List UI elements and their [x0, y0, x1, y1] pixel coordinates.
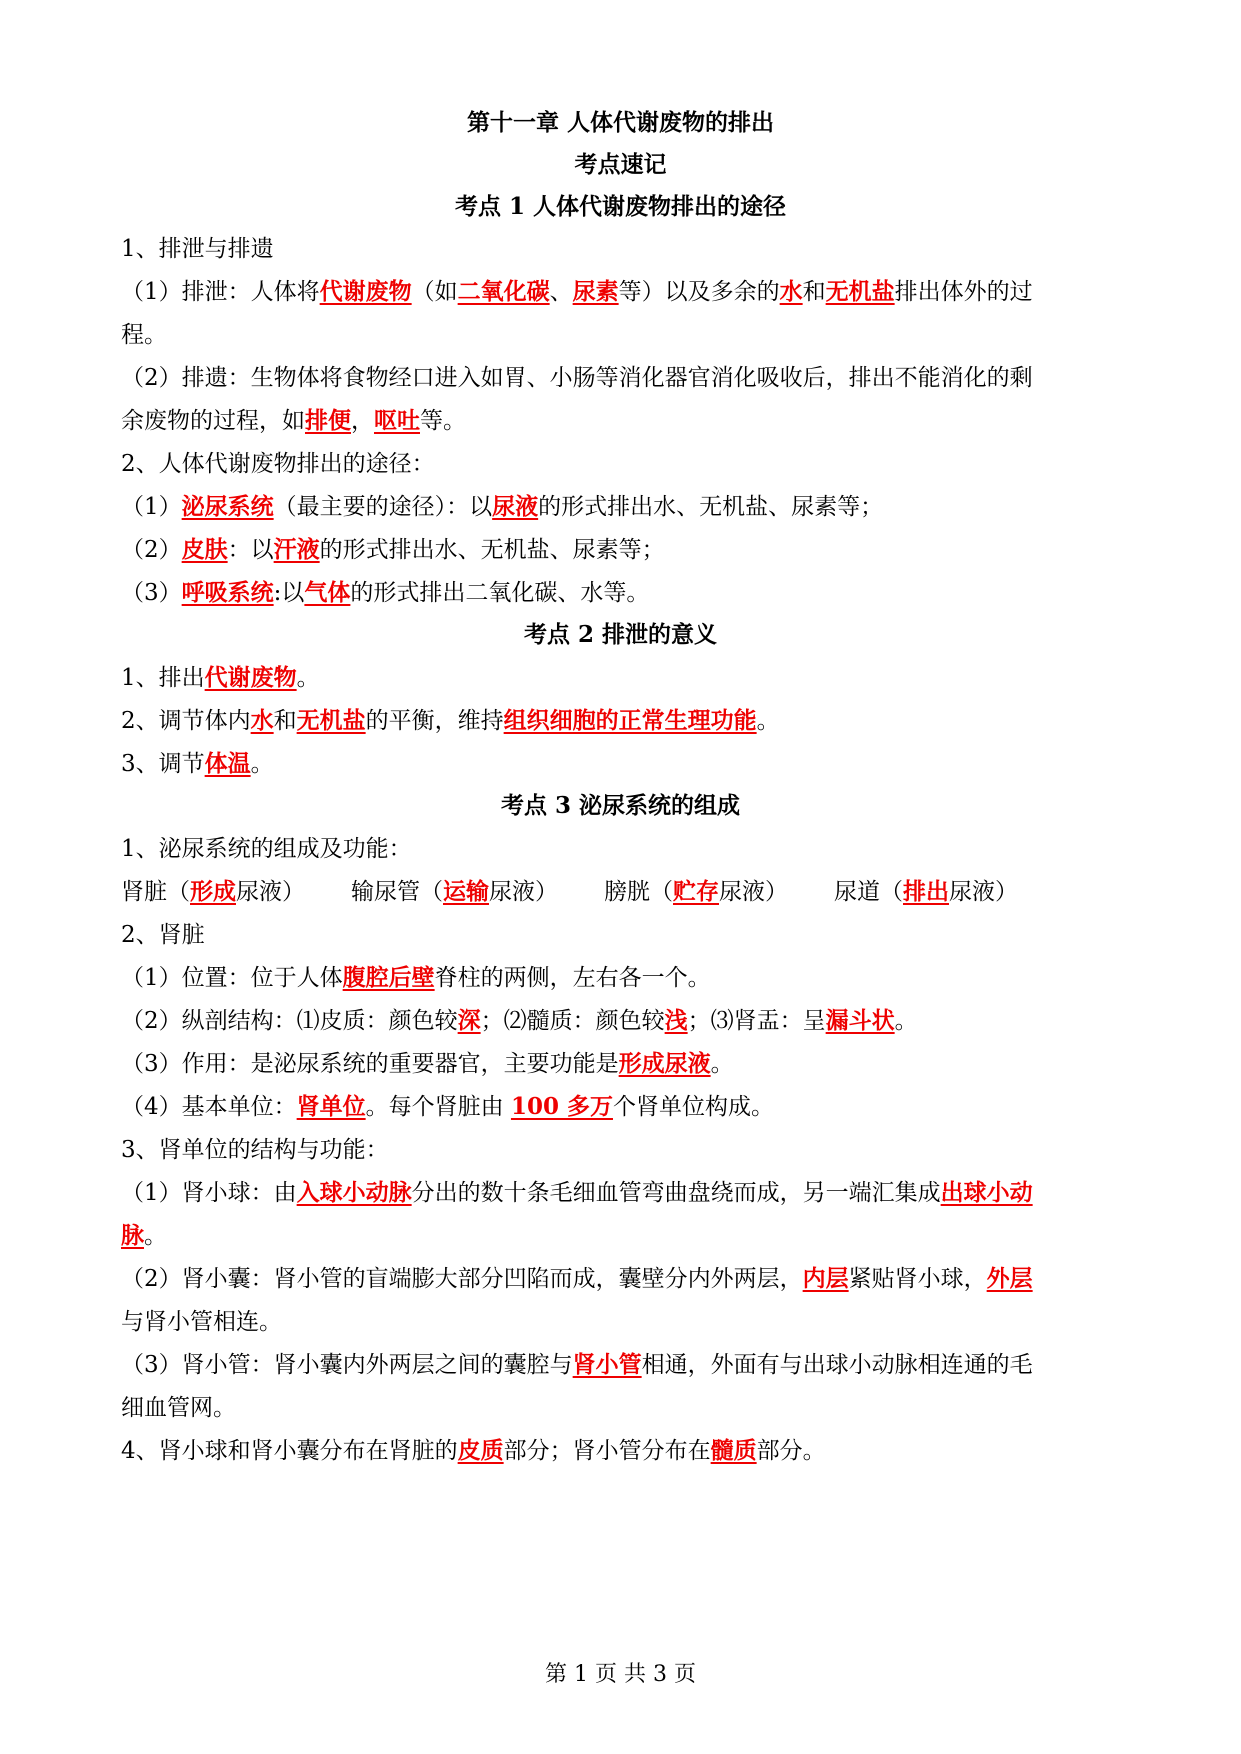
- paragraph-line: 与肾小管相连。: [121, 1309, 282, 1335]
- text-run: 尿液）: [489, 879, 558, 905]
- text-run: 和: [802, 279, 826, 305]
- keyword: 体温: [204, 750, 251, 777]
- text-run: ；⑵髓质：颜色较: [480, 1008, 665, 1034]
- text-run: 。: [296, 665, 320, 691]
- paragraph-line: [121, 535, 1121, 565]
- paragraph-line: [121, 1006, 1121, 1036]
- keyword: 形成尿液: [618, 1050, 711, 1077]
- text-run: 部分；肾小管分布在: [503, 1438, 711, 1464]
- keyword: 尿液: [492, 493, 539, 520]
- text-run: 脊柱的两侧，左右各一个。: [434, 965, 711, 991]
- keyword: 脉: [121, 1222, 144, 1249]
- text-run: 紧贴肾小球，: [848, 1266, 987, 1292]
- organ-list: [121, 877, 1121, 907]
- keyword: 无机盐: [296, 707, 366, 734]
- text-run: 膀胱（: [604, 879, 673, 905]
- text-run: 等）以及多余的: [618, 279, 780, 305]
- text-run: 。每个肾脏由: [365, 1094, 511, 1120]
- section-1-heading: 考点 1 人体代谢废物排出的途径: [454, 193, 787, 220]
- keyword: 肾小管: [572, 1351, 642, 1378]
- keyword: 形成: [190, 878, 236, 905]
- text-run: 部分。: [756, 1438, 826, 1464]
- paragraph-line: 1、排泄与排遗: [121, 236, 274, 262]
- text-run: （1）: [121, 494, 182, 520]
- text-run: 的平衡，维持: [365, 708, 504, 734]
- text-run: 。: [710, 1051, 734, 1077]
- keyword: 漏斗状: [825, 1007, 895, 1034]
- text-run: 尿道（: [834, 879, 903, 905]
- text-run: 。: [756, 708, 780, 734]
- organ-item: [351, 877, 558, 907]
- paragraph-line: [121, 1221, 1121, 1251]
- keyword: 组织细胞的正常生理功能: [503, 707, 757, 734]
- keyword: 尿素: [572, 278, 619, 305]
- organ-item: [121, 877, 305, 907]
- text-run: （2）纵剖结构：⑴皮质：颜色较: [121, 1008, 458, 1034]
- text-run: （1）肾小球：由: [121, 1180, 297, 1206]
- text-run: 2、调节体内: [121, 708, 251, 734]
- keyword: 外层: [986, 1265, 1033, 1292]
- keyword: 水: [779, 278, 803, 305]
- text-run: （3）: [121, 580, 182, 606]
- text-run: 和: [273, 708, 297, 734]
- keyword: 皮质: [457, 1437, 504, 1464]
- keyword: 运输: [443, 878, 489, 905]
- text-run: 的形式排出水、无机盐、尿素等；: [319, 537, 665, 563]
- paragraph-line: [121, 749, 1121, 779]
- section-2-heading: 考点 2 排泄的意义: [523, 621, 718, 648]
- keyword: 髓质: [710, 1437, 757, 1464]
- text-run: 输尿管（: [351, 879, 443, 905]
- keyword: 气体: [304, 579, 351, 606]
- text-run: （2）肾小囊：肾小管的盲端膨大部分凹陷而成，囊壁分内外两层，: [121, 1266, 803, 1292]
- keyword: 贮存: [673, 878, 719, 905]
- text-run: 个肾单位构成。: [612, 1094, 774, 1120]
- text-run: 1、排出: [121, 665, 205, 691]
- paragraph-line: [121, 1178, 1121, 1208]
- text-run: （3）作用：是泌尿系统的重要器官，主要功能是: [121, 1051, 619, 1077]
- paragraph-line: [121, 1350, 1121, 1380]
- paragraph-line: 3、肾单位的结构与功能：: [121, 1137, 389, 1163]
- text-run: （如: [411, 279, 458, 305]
- keyword: 内层: [802, 1265, 849, 1292]
- keyword: 代谢废物: [204, 664, 297, 691]
- text-run: 余废物的过程，如: [121, 408, 305, 434]
- text-run: 3、调节: [121, 751, 205, 777]
- text-run: 分出的数十条毛细血管弯曲盘绕而成，另一端汇集成: [411, 1180, 941, 1206]
- text-run: （2）: [121, 537, 182, 563]
- text-run: ；⑶肾盂：呈: [687, 1008, 826, 1034]
- text-run: 的形式排出二氧化碳、水等。: [350, 580, 650, 606]
- section-3-heading: 考点 3 泌尿系统的组成: [500, 792, 741, 819]
- paragraph-line: [121, 492, 1121, 522]
- paragraph-line: [121, 963, 1121, 993]
- paragraph-line: [121, 406, 1121, 436]
- chapter-title: 第十一章 人体代谢废物的排出: [466, 109, 774, 136]
- page-number-footer: 第 1 页 共 3 页: [545, 1662, 696, 1687]
- keyword: 100 多万: [510, 1093, 613, 1120]
- text-run: 相通，外面有与出球小动脉相连通的毛: [641, 1352, 1033, 1378]
- keyword: 入球小动脉: [296, 1179, 412, 1206]
- paragraph-line: [121, 1264, 1121, 1294]
- paragraph-line: [121, 706, 1121, 736]
- organ-item: [604, 877, 788, 907]
- paragraph-line: 细血管网。: [121, 1395, 236, 1421]
- keyword: 腹腔后壁: [342, 964, 435, 991]
- keyword: 水: [250, 707, 274, 734]
- text-run: ：以: [227, 537, 274, 563]
- text-run: 4、肾小球和肾小囊分布在肾脏的: [121, 1438, 458, 1464]
- paragraph-line: [121, 663, 1121, 693]
- text-run: 。: [144, 1223, 167, 1249]
- keyword: 泌尿系统: [181, 493, 274, 520]
- keyword: 呼吸系统: [181, 579, 274, 606]
- keyword: 肾单位: [296, 1093, 366, 1120]
- keyword: 排出: [903, 878, 949, 905]
- paragraph-line: 2、肾脏: [121, 922, 205, 948]
- text-run: 的形式排出水、无机盐、尿素等；: [538, 494, 884, 520]
- text-run: 、: [549, 279, 573, 305]
- paragraph-line: 程。: [121, 322, 167, 348]
- keyword: 出球小动: [940, 1179, 1033, 1206]
- subtitle: 考点速记: [574, 151, 667, 178]
- keyword: 深: [457, 1007, 481, 1034]
- paragraph-line: （2）排遗：生物体将食物经口进入如胃、小肠等消化器官消化吸收后，排出不能消化的剩: [121, 365, 1033, 391]
- text-run: （1）位置：位于人体: [121, 965, 343, 991]
- text-run: 尿液）: [949, 879, 1018, 905]
- text-run: （3）肾小管：肾小囊内外两层之间的囊腔与: [121, 1352, 573, 1378]
- text-run: ，: [351, 408, 374, 434]
- organ-item: [834, 877, 1018, 907]
- keyword: 浅: [664, 1007, 688, 1034]
- paragraph-line: [121, 578, 1121, 608]
- text-run: （1）排泄：人体将: [121, 279, 320, 305]
- paragraph-line: [121, 1049, 1121, 1079]
- keyword: 无机盐: [825, 278, 895, 305]
- keyword: 代谢废物: [319, 278, 412, 305]
- text-run: 等。: [420, 408, 466, 434]
- keyword: 二氧化碳: [457, 278, 550, 305]
- paragraph-line: [121, 1092, 1121, 1122]
- text-run: 肾脏（: [121, 879, 190, 905]
- text-run: 尿液）: [236, 879, 305, 905]
- text-run: 。: [250, 751, 274, 777]
- keyword: 排便: [305, 407, 351, 434]
- keyword: 汗液: [273, 536, 320, 563]
- text-run: （4）基本单位：: [121, 1094, 297, 1120]
- paragraph-line: [121, 1436, 1121, 1466]
- text-run: （最主要的途径）：以: [273, 494, 493, 520]
- paragraph-line: 2、人体代谢废物排出的途径：: [121, 451, 435, 477]
- keyword: 呕吐: [374, 407, 420, 434]
- paragraph-line: 1、泌尿系统的组成及功能：: [121, 836, 412, 862]
- keyword: 皮肤: [181, 536, 228, 563]
- text-run: 。: [894, 1008, 918, 1034]
- paragraph-line: [121, 277, 1121, 307]
- text-run: 排出体外的过: [894, 279, 1033, 305]
- text-run: :以: [273, 580, 305, 606]
- text-run: 尿液）: [719, 879, 788, 905]
